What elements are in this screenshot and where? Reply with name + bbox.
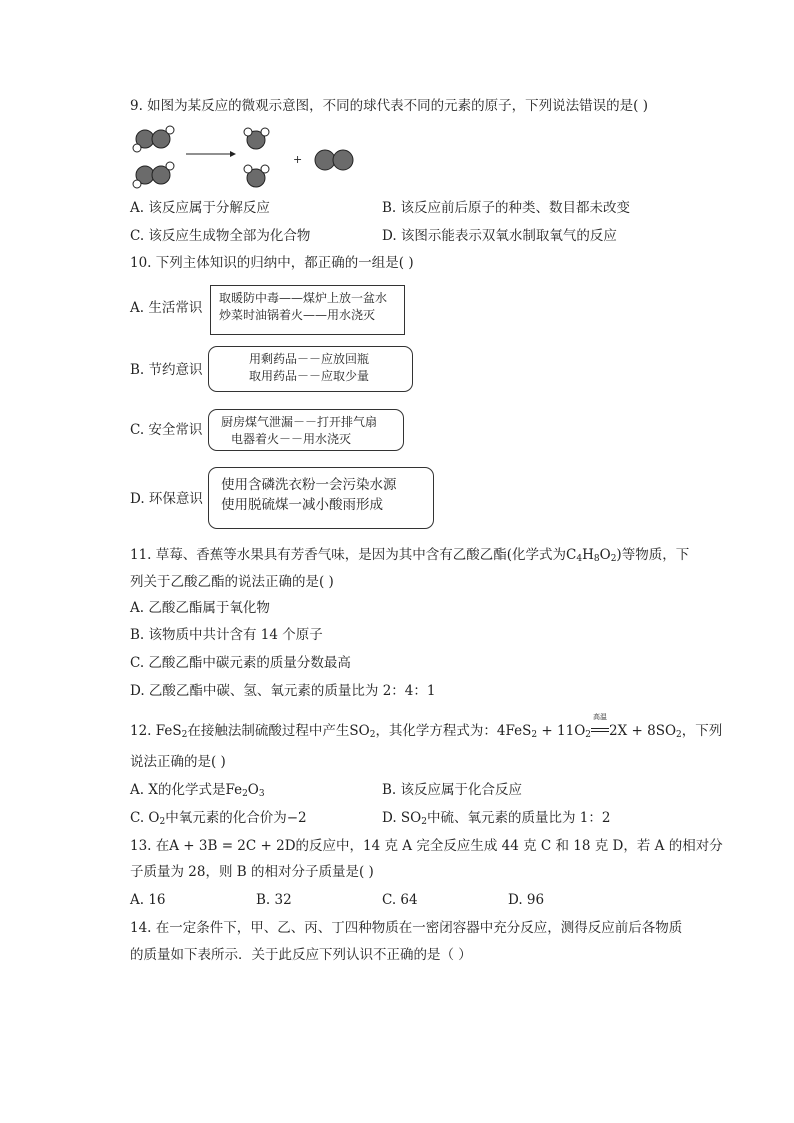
q11-option-a: A. 乙酸乙酯属于氧化物 (130, 600, 270, 616)
q14-stem-2: 的质量如下表所示．关于此反应下列认识不正确的是（ ） (130, 947, 472, 963)
q11-option-b: B. 该物质中共计含有 14 个原子 (130, 627, 323, 643)
q10-box-d (208, 467, 434, 529)
q10-box-a (210, 285, 405, 335)
q10-label-a: A. 生活常识 (130, 300, 203, 316)
equation-condition: 高温 (591, 721, 609, 741)
q10-box-a-line-2: 炒菜时油锅着火——用水浇灭 (219, 308, 376, 322)
q10-stem: 10. 下列主体知识的归纳中，都正确的一组是( ) (130, 255, 414, 271)
q10-box-d-line-2: 使用脱硫煤一减小酸雨形成 (221, 497, 383, 513)
q10-label-c: C. 安全常识 (130, 422, 203, 438)
q10-box-b-line-1: 用剩药品－－应放回瓶 (249, 352, 370, 366)
product-molecule-2 (244, 165, 269, 187)
q13-option-a: A. 16 (130, 892, 166, 908)
q10-box-c-line-2: 电器着火－－用水浇灭 (231, 432, 352, 446)
q9-option-d: D. 该图示能表示双氧水制取氧气的反应 (382, 228, 617, 244)
q10-box-c-line-1: 厨房煤气泄漏－－打开排气扇 (221, 415, 378, 429)
arrow-icon (186, 151, 236, 157)
q11-option-d: D. 乙酸乙酯中碳、氢、氧元素的质量比为 2：4：1 (130, 683, 436, 699)
q12-stem: 12. FeS$_2$在接触法制硫酸过程中产生$SO_2$，其化学方程式为：$4FeS_2 + 11O_2$ 高温 $2X + 8SO_2$，下列 (130, 713, 723, 740)
q12-option-a: A. X的化学式是$Fe_2O_3$ (130, 782, 265, 799)
q14-stem: 14. 在一定条件下，甲、乙、丙、丁四种物质在一密闭容器中充分反应，测得反应前后各物质 (130, 920, 683, 936)
q13-stem-2: 子质量为 28，则 B 的相对分子质量是( ) (130, 864, 374, 880)
q9-option-b: B. 该反应前后原子的种类、数目都未改变 (382, 200, 631, 216)
q11-stem-2: 列关于乙酸乙酯的说法正确的是( ) (130, 574, 334, 590)
reactant-molecule-1 (133, 126, 174, 152)
q12-option-c: C. $O_2$中氧元素的化合价为−2 (130, 810, 307, 827)
product-molecule-3 (315, 150, 353, 170)
q10-box-d-line-1: 使用含磷洗衣粉一会污染水源 (221, 477, 397, 493)
q10-box-a-line-1: 取暖防中毒——煤炉上放一盆水 (219, 291, 388, 305)
q12-option-b: B. 该反应属于化合反应 (382, 782, 523, 798)
q13-stem: 13. 在A + 3B = 2C + 2D的反应中，14 克 A 完全反应生成 44 克 C 和 18 克 D，若 A 的相对分 (130, 838, 723, 854)
reactant-molecule-2 (133, 162, 174, 188)
q10-box-c (208, 409, 404, 451)
q13-option-b: B. 32 (256, 892, 292, 908)
q9-stem: 9. 如图为某反应的微观示意图，不同的球代表不同的元素的原子，下列说法错误的是( ) (130, 98, 648, 114)
q11-stem: 11. 草莓、香蕉等水果具有芳香气味，是因为其中含有乙酸乙酯(化学式为$C_4H_8O_2$)等物质，下 (130, 547, 690, 564)
product-molecule-1 (244, 128, 269, 149)
q13-option-c: C. 64 (382, 892, 418, 908)
q12-stem-2: 说法正确的是( ) (130, 754, 226, 770)
q10-label-b: B. 节约意识 (130, 362, 203, 378)
q10-label-d: D. 环保意识 (130, 491, 203, 507)
q9-option-c: C. 该反应生成物全部为化合物 (130, 228, 311, 244)
q13-option-d: D. 96 (508, 892, 545, 908)
q9-option-a: A. 该反应属于分解反应 (130, 200, 270, 216)
q10-box-b-line-2: 取用药品－－应取少量 (249, 369, 370, 383)
plus-sign: + (293, 153, 303, 166)
q11-option-c: C. 乙酸乙酯中碳元素的质量分数最高 (130, 655, 351, 671)
q10-box-b (208, 346, 413, 392)
q12-option-d: D. $SO_2$中硫、氧元素的质量比为 1：2 (382, 810, 611, 827)
reaction-diagram (130, 124, 370, 194)
